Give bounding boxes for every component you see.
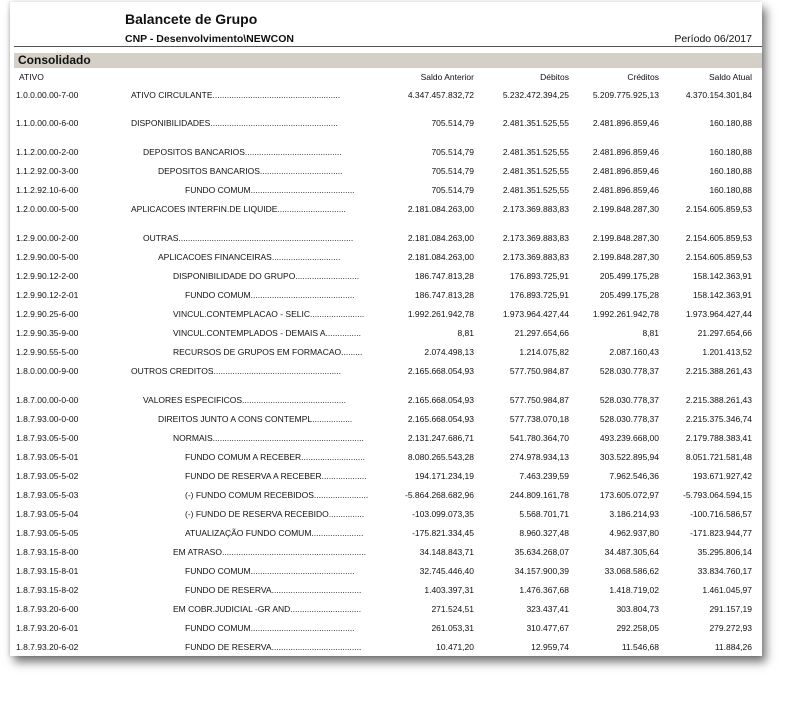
account-description: DISPONIBILIDADES...................................................... <box>131 118 338 128</box>
creditos-value: 303.804,73 <box>616 604 659 614</box>
account-code: 1.1.2.00.00-2-00 <box>16 147 79 157</box>
creditos-value: 1.418.719,02 <box>609 585 659 595</box>
debitos-value: 21.297.654,66 <box>514 328 569 338</box>
account-code: 1.2.9.00.00-2-00 <box>16 233 79 243</box>
account-description: FUNDO DE RESERVA...................................... <box>185 585 362 595</box>
account-description: DEPOSITOS BANCARIOS......................................... <box>143 147 342 157</box>
creditos-value: 2.481.896.859,46 <box>592 147 659 157</box>
saldo-atual-value: 1.201.413,52 <box>702 347 752 357</box>
saldo-atual-value: 33.834.760,17 <box>697 566 752 576</box>
account-description: EM ATRASO............................................................. <box>173 547 367 557</box>
account-code: 1.2.9.90.12-2-00 <box>16 271 79 281</box>
account-code: 1.0.0.00.00-7-00 <box>16 90 79 100</box>
table-row <box>10 641 762 653</box>
table-row <box>10 565 762 577</box>
saldo-atual-value: 21.297.654,66 <box>697 328 752 338</box>
col-debitos: Débitos <box>540 72 569 82</box>
account-code: 1.2.9.90.25-6-00 <box>16 309 79 319</box>
table-row <box>10 413 762 425</box>
report-sheet <box>10 2 762 656</box>
debitos-value: 176.893.725,91 <box>509 271 569 281</box>
table-row <box>10 584 762 596</box>
saldo-anterior-value: 1.403.397,31 <box>424 585 474 595</box>
creditos-value: 2.481.896.859,46 <box>592 166 659 176</box>
debitos-value: 244.809.161,78 <box>509 490 569 500</box>
account-description: FUNDO COMUM............................................ <box>185 623 355 633</box>
saldo-anterior-value: 2.181.084.263,00 <box>407 204 474 214</box>
saldo-anterior-value: 186.747.813,28 <box>414 271 474 281</box>
creditos-value: 2.199.848.287,30 <box>592 233 659 243</box>
debitos-value: 176.893.725,91 <box>509 290 569 300</box>
table-row <box>10 117 762 129</box>
table-row <box>10 394 762 406</box>
creditos-value: 303.522.895,94 <box>599 452 659 462</box>
account-code: 1.8.0.00.00-9-00 <box>16 366 79 376</box>
account-description: DISPONIBILIDADE DO GRUPO........................... <box>173 271 360 281</box>
account-description: ATIVO CIRCULANTE...................................................... <box>131 90 341 100</box>
creditos-value: 528.030.778,37 <box>599 414 659 424</box>
account-description: OUTROS CREDITOS...................................................... <box>131 366 342 376</box>
saldo-atual-value: 2.154.605.859,53 <box>685 204 752 214</box>
debitos-value: 5.568.701,71 <box>519 509 569 519</box>
debitos-value: 1.214.075,82 <box>519 347 569 357</box>
table-row <box>10 308 762 320</box>
saldo-anterior-value: 2.165.668.054,93 <box>407 366 474 376</box>
saldo-atual-value: 160.180,88 <box>709 166 752 176</box>
account-code: 1.8.7.93.15-8-02 <box>16 585 79 595</box>
saldo-atual-value: 1.461.045,97 <box>702 585 752 595</box>
report-period: Período 06/2017 <box>674 33 752 45</box>
saldo-atual-value: 160.180,88 <box>709 118 752 128</box>
creditos-value: 292.258,05 <box>616 623 659 633</box>
account-code: 1.8.7.93.05-5-02 <box>16 471 79 481</box>
table-row <box>10 270 762 282</box>
debitos-value: 12.959,74 <box>531 642 569 652</box>
creditos-value: 528.030.778,37 <box>599 395 659 405</box>
saldo-anterior-value: 8.080.265.543,28 <box>407 452 474 462</box>
account-code: 1.8.7.93.20-6-00 <box>16 604 79 614</box>
account-code: 1.8.7.93.15-8-01 <box>16 566 79 576</box>
saldo-atual-value: 158.142.363,91 <box>692 290 752 300</box>
table-row <box>10 489 762 501</box>
saldo-anterior-value: 2.181.084.263,00 <box>407 252 474 262</box>
section-header: Consolidado <box>14 53 762 68</box>
saldo-atual-value: -171.823.944,77 <box>690 528 752 538</box>
account-code: 1.8.7.93.05-5-00 <box>16 433 79 443</box>
table-row <box>10 365 762 377</box>
debitos-value: 1.973.964.427,44 <box>502 309 569 319</box>
creditos-value: 493.239.668,00 <box>599 433 659 443</box>
debitos-value: 577.750.984,87 <box>509 366 569 376</box>
account-description: DEPOSITOS BANCARIOS................................... <box>158 166 343 176</box>
debitos-value: 5.232.472.394,25 <box>502 90 569 100</box>
table-row <box>10 346 762 358</box>
account-description: DIREITOS JUNTO A CONS CONTEMPL................. <box>158 414 353 424</box>
table-row <box>10 508 762 520</box>
table-row <box>10 232 762 244</box>
debitos-value: 2.481.351.525,55 <box>502 166 569 176</box>
saldo-anterior-value: 32.745.446,40 <box>419 566 474 576</box>
debitos-value: 1.476.367,68 <box>519 585 569 595</box>
debitos-value: 2.481.351.525,55 <box>502 118 569 128</box>
account-code: 1.1.2.92.10-6-00 <box>16 185 79 195</box>
account-code: 1.8.7.00.00-0-00 <box>16 395 79 405</box>
saldo-anterior-value: 34.148.843,71 <box>419 547 474 557</box>
account-description: OUTRAS.......................................................................... <box>143 233 354 243</box>
debitos-value: 577.738.070,18 <box>509 414 569 424</box>
saldo-anterior-value: -103.099.073,35 <box>412 509 474 519</box>
account-description: FUNDO COMUM A RECEBER........................... <box>185 452 365 462</box>
saldo-atual-value: 2.215.388.261,43 <box>685 395 752 405</box>
account-code: 1.2.0.00.00-5-00 <box>16 204 79 214</box>
account-code: 1.1.0.00.00-6-00 <box>16 118 79 128</box>
creditos-value: 2.087.160,43 <box>609 347 659 357</box>
account-description: VALORES ESPECIFICOS............................................ <box>143 395 346 405</box>
creditos-value: 34.487.305,64 <box>604 547 659 557</box>
saldo-atual-value: 160.180,88 <box>709 147 752 157</box>
account-code: 1.8.7.93.00-0-00 <box>16 414 79 424</box>
account-description: FUNDO COMUM............................................ <box>185 290 355 300</box>
account-description: RECURSOS DE GRUPOS EM FORMACAO......... <box>173 347 363 357</box>
account-description: (-) FUNDO COMUM RECEBIDOS....................... <box>185 490 369 500</box>
account-description: EM COBR.JUDICIAL -GR AND.............................. <box>173 604 362 614</box>
report-title: Balancete de Grupo <box>125 11 258 27</box>
saldo-atual-value: 2.154.605.859,53 <box>685 252 752 262</box>
table-row <box>10 622 762 634</box>
col-creditos: Créditos <box>627 72 659 82</box>
account-code: 1.8.7.93.20-6-01 <box>16 623 79 633</box>
debitos-value: 323.437,41 <box>526 604 569 614</box>
debitos-value: 274.978.934,13 <box>509 452 569 462</box>
table-row <box>10 603 762 615</box>
saldo-atual-value: 2.154.605.859,53 <box>685 233 752 243</box>
saldo-anterior-value: 2.165.668.054,93 <box>407 414 474 424</box>
saldo-atual-value: 11.884,26 <box>714 642 752 652</box>
saldo-anterior-value: 705.514,79 <box>431 118 474 128</box>
saldo-atual-value: 35.295.806,14 <box>697 547 752 557</box>
table-row <box>10 327 762 339</box>
creditos-value: 3.186.214,93 <box>609 509 659 519</box>
table-row <box>10 527 762 539</box>
table-row <box>10 89 762 101</box>
account-description: FUNDO COMUM............................................ <box>185 185 355 195</box>
debitos-value: 2.173.369.883,83 <box>502 204 569 214</box>
account-code: 1.2.9.90.12-2-01 <box>16 290 79 300</box>
account-code: 1.1.2.92.00-3-00 <box>16 166 79 176</box>
saldo-anterior-value: 8,81 <box>457 328 474 338</box>
creditos-value: 33.068.586,62 <box>604 566 659 576</box>
creditos-value: 7.962.546,36 <box>609 471 659 481</box>
saldo-atual-value: 4.370.154.301,84 <box>685 90 752 100</box>
saldo-anterior-value: 194.171.234,19 <box>414 471 474 481</box>
creditos-value: 2.199.848.287,30 <box>592 252 659 262</box>
table-row <box>10 146 762 158</box>
table-row <box>10 289 762 301</box>
account-description: APLICACOES INTERFIN.DE LIQUIDE............................. <box>131 204 346 214</box>
saldo-anterior-value: 1.992.261.942,78 <box>407 309 474 319</box>
saldo-anterior-value: 271.524,51 <box>431 604 474 614</box>
saldo-atual-value: -5.793.064.594,15 <box>682 490 752 500</box>
col-saldo-atual: Saldo Atual <box>708 72 752 82</box>
saldo-atual-value: 193.671.927,42 <box>692 471 752 481</box>
account-description: ATUALIZAÇÃO FUNDO COMUM...................... <box>185 528 364 538</box>
saldo-atual-value: 2.179.788.383,41 <box>685 433 752 443</box>
creditos-value: 11.546,68 <box>621 642 659 652</box>
account-code: 1.8.7.93.20-6-02 <box>16 642 79 652</box>
saldo-anterior-value: 2.131.247.686,71 <box>407 433 474 443</box>
creditos-value: 173.605.072,97 <box>599 490 659 500</box>
account-description: NORMAIS................................................................ <box>173 433 364 443</box>
table-row <box>10 451 762 463</box>
saldo-anterior-value: 2.074.498,13 <box>424 347 474 357</box>
saldo-anterior-value: 705.514,79 <box>431 166 474 176</box>
table-row <box>10 546 762 558</box>
saldo-atual-value: 279.272,93 <box>709 623 752 633</box>
debitos-value: 2.481.351.525,55 <box>502 185 569 195</box>
debitos-value: 310.477,67 <box>526 623 569 633</box>
saldo-atual-value: 1.973.964.427,44 <box>685 309 752 319</box>
saldo-atual-value: 2.215.375.346,74 <box>685 414 752 424</box>
saldo-anterior-value: 705.514,79 <box>431 185 474 195</box>
debitos-value: 34.157.900,39 <box>514 566 569 576</box>
creditos-value: 2.199.848.287,30 <box>592 204 659 214</box>
debitos-value: 577.750.984,87 <box>509 395 569 405</box>
saldo-atual-value: 158.142.363,91 <box>692 271 752 281</box>
account-description: FUNDO DE RESERVA...................................... <box>185 642 362 652</box>
saldo-atual-value: 8.051.721.581,48 <box>685 452 752 462</box>
table-row <box>10 165 762 177</box>
report-subtitle: CNP - Desenvolvimento\NEWCON <box>125 33 294 45</box>
saldo-anterior-value: 261.053,31 <box>431 623 474 633</box>
saldo-anterior-value: 2.165.668.054,93 <box>407 395 474 405</box>
col-ativo: ATIVO <box>19 72 44 82</box>
account-description: APLICACOES FINANCEIRAS............................. <box>158 252 341 262</box>
debitos-value: 35.634.268,07 <box>514 547 569 557</box>
saldo-anterior-value: -175.821.334,45 <box>412 528 474 538</box>
creditos-value: 4.962.937,80 <box>609 528 659 538</box>
account-description: FUNDO COMUM............................................ <box>185 566 355 576</box>
header-divider <box>14 46 762 47</box>
account-code: 1.2.9.90.35-9-00 <box>16 328 79 338</box>
creditos-value: 2.481.896.859,46 <box>592 185 659 195</box>
saldo-anterior-value: 186.747.813,28 <box>414 290 474 300</box>
table-row <box>10 251 762 263</box>
creditos-value: 205.499.175,28 <box>599 290 659 300</box>
creditos-value: 2.481.896.859,46 <box>592 118 659 128</box>
debitos-value: 7.463.239,59 <box>519 471 569 481</box>
debitos-value: 8.960.327,48 <box>519 528 569 538</box>
account-description: (-) FUNDO DE RESERVA RECEBIDO............... <box>185 509 365 519</box>
saldo-anterior-value: -5.864.268.682,96 <box>404 490 474 500</box>
col-saldo-anterior: Saldo Anterior <box>420 72 474 82</box>
debitos-value: 541.780.364,70 <box>509 433 569 443</box>
debitos-value: 2.173.369.883,83 <box>502 252 569 262</box>
account-code: 1.8.7.93.05-5-03 <box>16 490 79 500</box>
creditos-value: 1.992.261.942,78 <box>592 309 659 319</box>
creditos-value: 528.030.778,37 <box>599 366 659 376</box>
saldo-anterior-value: 10.471,20 <box>436 642 474 652</box>
account-code: 1.8.7.93.15-8-00 <box>16 547 79 557</box>
account-description: VINCUL.CONTEMPLADOS - DEMAIS A............... <box>173 328 361 338</box>
account-code: 1.8.7.93.05-5-01 <box>16 452 79 462</box>
account-code: 1.8.7.93.05-5-05 <box>16 528 79 538</box>
table-row <box>10 470 762 482</box>
saldo-anterior-value: 2.181.084.263,00 <box>407 233 474 243</box>
debitos-value: 2.481.351.525,55 <box>502 147 569 157</box>
account-code: 1.2.9.90.00-5-00 <box>16 252 79 262</box>
saldo-atual-value: 291.157,19 <box>709 604 752 614</box>
debitos-value: 2.173.369.883,83 <box>502 233 569 243</box>
saldo-atual-value: 2.215.388.261,43 <box>685 366 752 376</box>
creditos-value: 205.499.175,28 <box>599 271 659 281</box>
table-row <box>10 203 762 215</box>
creditos-value: 8,81 <box>642 328 659 338</box>
table-row <box>10 184 762 196</box>
account-description: FUNDO DE RESERVA A RECEBER................... <box>185 471 367 481</box>
table-row <box>10 432 762 444</box>
saldo-anterior-value: 705.514,79 <box>431 147 474 157</box>
account-code: 1.2.9.90.55-5-00 <box>16 347 79 357</box>
saldo-atual-value: -100.716.586,57 <box>690 509 752 519</box>
account-description: VINCUL.CONTEMPLACAO - SELIC....................... <box>173 309 365 319</box>
account-code: 1.8.7.93.05-5-04 <box>16 509 79 519</box>
saldo-anterior-value: 4.347.457.832,72 <box>407 90 474 100</box>
creditos-value: 5.209.775.925,13 <box>592 90 659 100</box>
saldo-atual-value: 160.180,88 <box>709 185 752 195</box>
